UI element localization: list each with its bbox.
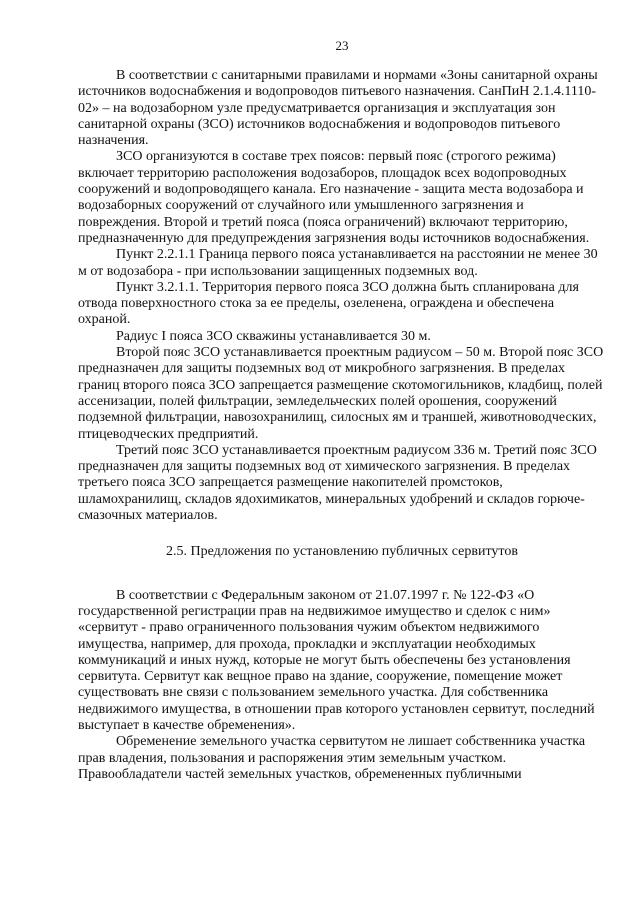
paragraph-first-belt-radius: Радиус I пояса ЗСО скважины устанавливается 30 м.	[116, 328, 431, 344]
paragraph-third-belt: Третий пояс ЗСО устанавливается проектным радиусом 336 м. Третий пояс ЗСО предназначен для защиты подземных вод от химического загрязнения. В пределах третьего пояса ЗСО запрещается размещение накопителей промстоков, шламохранилищ, складов ядохимикатов, минеральных удобрений и складов горюче-смазочных материалов.	[78, 442, 597, 524]
paragraph-clause-3-2-1-1: Пункт 3.2.1.1. Территория первого пояса ЗСО должна быть спланирована для отвода поверхностного стока за ее пределы, озеленена, ограждена и обеспечена охраной.	[78, 279, 579, 328]
document-page	[78, 38, 606, 898]
paragraph-encumbrance: Обременение земельного участка сервитутом не лишает собственника участка прав владения, пользования и распоряжения этим земельным участком. Правообладатели частей земельных участков, обремененных публичными	[78, 734, 586, 782]
page-number: 23	[335, 38, 349, 53]
section-heading: 2.5. Предложения по установлению публичных сервитутов	[166, 544, 518, 560]
paragraph-sanpin-zones: В соответствии с санитарными правилами и нормами «Зоны санитарной охраны источников водоснабжения и водопроводов питьевого назначения. СанПиН 2.1.4.1110-02» – на водозаборном узле предусматривается организация и эксплуатация зон санитарной охраны (ЗСО) источников водоснабжения и водопроводов питьевого назначения.	[78, 68, 598, 149]
paragraph-second-belt: Второй пояс ЗСО устанавливается проектным радиусом – 50 м. Второй пояс ЗСО предназначен для защиты подземных вод от микробного загрязнения. В пределах границ второго пояса ЗСО запрещается размещение скотомогильников, кладбищ, полей ассенизации, полей фильтрации, земледельческих полей орошения, сооружений подземной фильтрации, навозохранилищ, силосных ям и траншей, животноводческих, птицеводческих предприятий.	[78, 345, 604, 442]
paragraph-zso-belts: ЗСО организуются в составе трех поясов: первый пояс (строгого режима) включает территорию расположения водозаборов, площадок всех водопроводных сооружений и водопроводящего канала. Его назначение - защита места водозабора и водозаборных сооружений от случайного или умышленного загрязнения и повреждения. Второй и третий пояса (пояса ограничений) включают территорию, предназначенную для предупреждения загрязнения воды источников водоснабжения.	[78, 149, 590, 246]
paragraph-clause-2-2-1-1: Пункт 2.2.1.1 Граница первого пояса устанавливается на расстоянии не менее 30 м от водозабора - при использовании защищенных подземных вод.	[78, 247, 598, 279]
paragraph-federal-law: В соответствии с Федеральным законом от 21.07.1997 г. № 122-ФЗ «О государственной регистрации прав на недвижимое имущество и сделок с ним» «сервитут - право ограниченного пользования чужим объектом недвижимого имущества, например, для прохода, прокладки и эксплуатации необходимых коммуникаций и иных нужд, которые не могут быть обеспечены без установления сервитута. Сервитут как вещное право на здание, сооружение, помещение может существовать вне связи с пользованием земельного участка. Для собственника недвижимого имущества, в отношении прав которого установлен сервитут, последний выступает в качестве обременения».	[78, 587, 595, 733]
